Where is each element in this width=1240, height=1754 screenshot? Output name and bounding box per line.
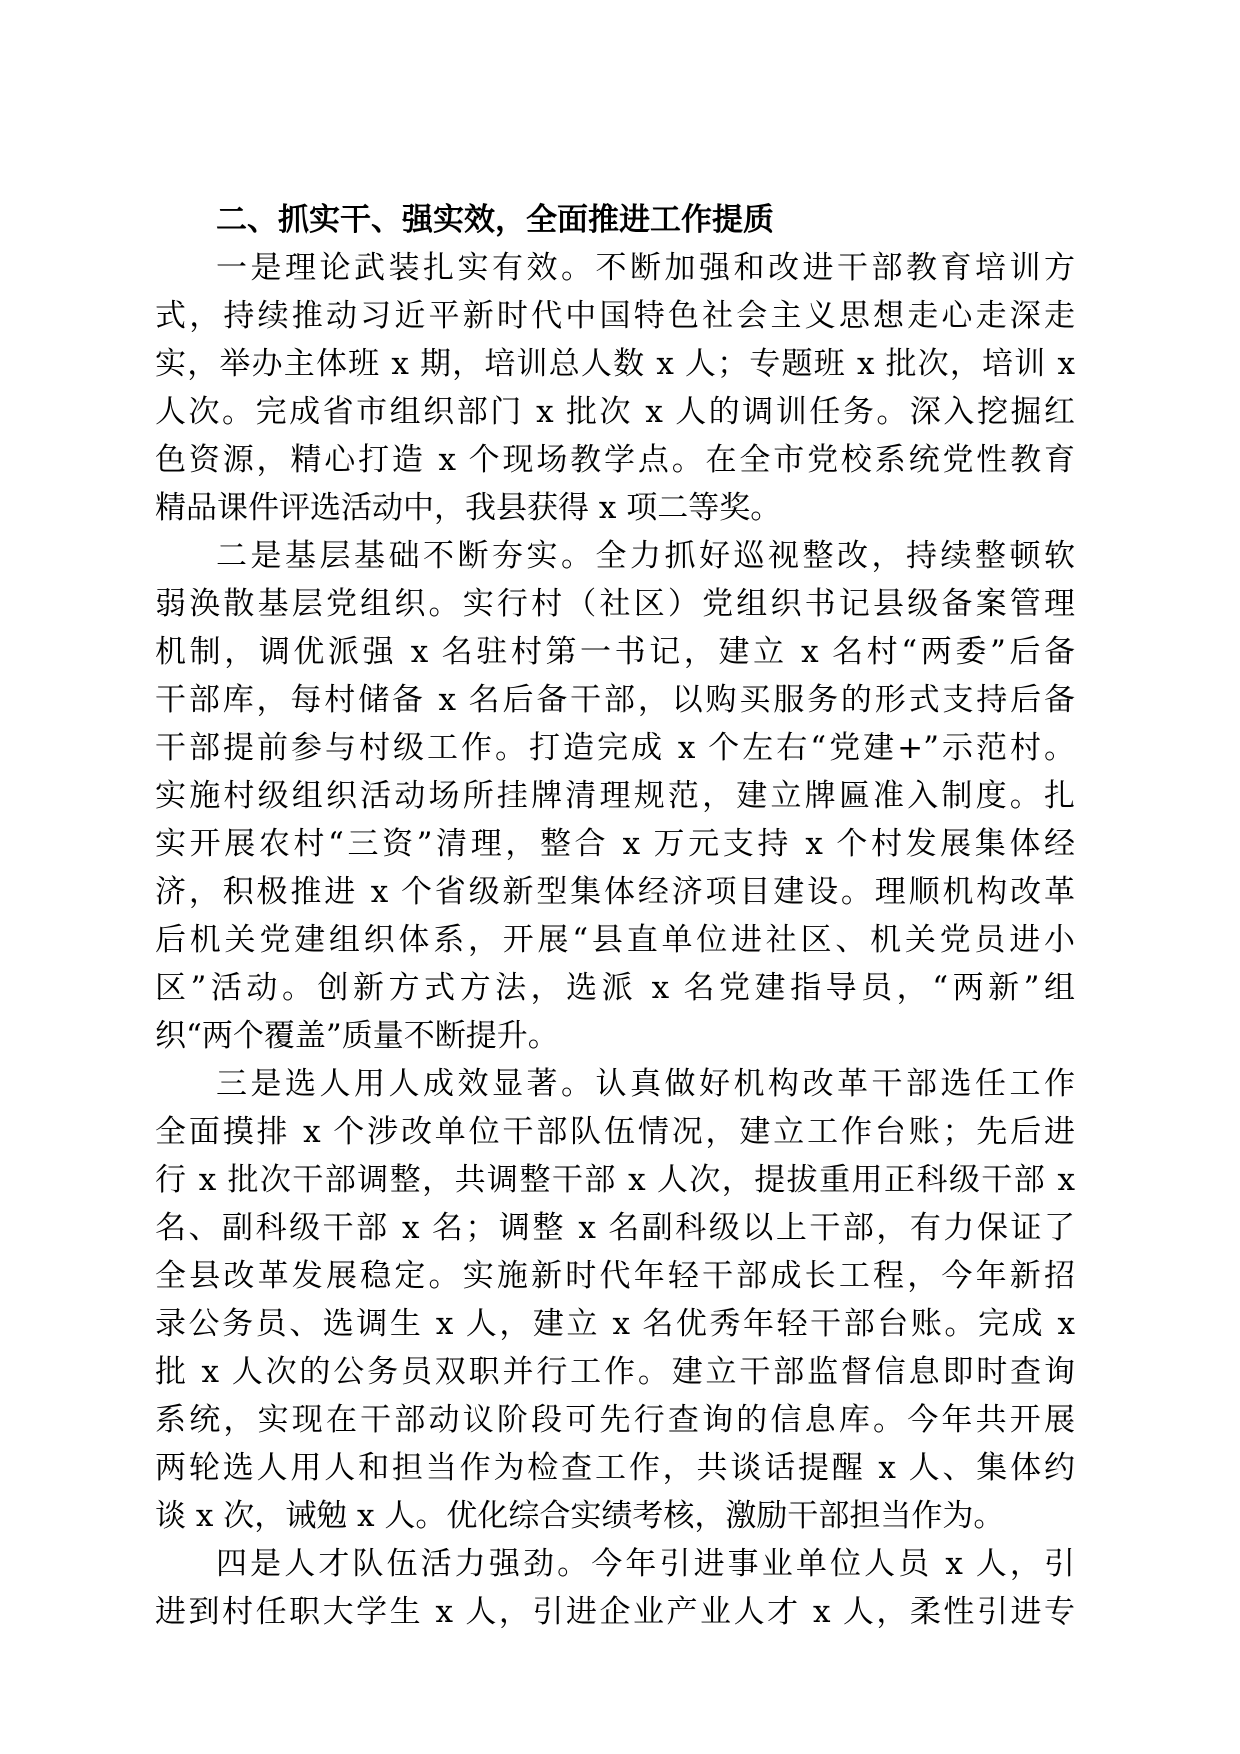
paragraph-line: 两轮选人用人和担当作为检查工作，共谈话提醒 x 人、集体约 — [155, 1450, 1075, 1486]
paragraph-line: 精品课件评选活动中，我县获得 x 项二等奖。 — [155, 490, 782, 526]
paragraph-line: 区”活动。创新方式方法，选派 x 名党建指导员，“两新”组 — [155, 970, 1075, 1006]
paragraph-line: 录公务员、选调生 x 人，建立 x 名优秀年轻干部台账。完成 x — [155, 1306, 1075, 1342]
paragraph-line: 一是理论武装扎实有效。不断加强和改进干部教育培训方 — [216, 250, 1075, 286]
paragraph-line: 实施村级组织活动场所挂牌清理规范，建立牌匾准入制度。扎 — [155, 778, 1075, 814]
paragraph-line: 实开展农村“三资”清理，整合 x 万元支持 x 个村发展集体经 — [155, 826, 1075, 862]
paragraph-line: 人次。完成省市组织部门 x 批次 x 人的调训任务。深入挖掘红 — [155, 394, 1075, 430]
paragraph-line: 谈 x 次，诫勉 x 人。优化综合实绩考核，激励干部担当作为。 — [155, 1498, 1005, 1534]
paragraph-line: 机制，调优派强 x 名驻村第一书记，建立 x 名村“两委”后备 — [155, 634, 1075, 670]
paragraph-line: 干部库，每村储备 x 名后备干部，以购买服务的形式支持后备 — [155, 682, 1075, 718]
paragraph-line: 色资源，精心打造 x 个现场教学点。在全市党校系统党性教育 — [155, 442, 1075, 478]
paragraph-line: 进到村任职大学生 x 人，引进企业产业人才 x 人，柔性引进专 — [155, 1594, 1075, 1630]
paragraph-line: 式，持续推动习近平新时代中国特色社会主义思想走心走深走 — [155, 298, 1075, 334]
section-heading: 二、抓实干、强实效，全面推进工作提质 — [216, 202, 774, 238]
paragraph-line: 三是选人用人成效显著。认真做好机构改革干部选任工作 — [216, 1066, 1075, 1102]
paragraph-line: 织“两个覆盖”质量不断提升。 — [155, 1018, 559, 1054]
paragraph-line: 行 x 批次干部调整，共调整干部 x 人次，提拔重用正科级干部 x — [155, 1162, 1075, 1198]
paragraph-line: 全县改革发展稳定。实施新时代年轻干部成长工程，今年新招 — [155, 1258, 1075, 1294]
paragraph-line: 系统，实现在干部动议阶段可先行查询的信息库。今年共开展 — [155, 1402, 1075, 1438]
paragraph-line: 弱涣散基层党组织。实行村（社区）党组织书记县级备案管理 — [155, 586, 1075, 622]
paragraph-line: 全面摸排 x 个涉改单位干部队伍情况，建立工作台账；先后进 — [155, 1114, 1075, 1150]
paragraph-line: 后机关党建组织体系，开展“县直单位进社区、机关党员进小 — [155, 922, 1075, 958]
paragraph-line: 二是基层基础不断夯实。全力抓好巡视整改，持续整顿软 — [216, 538, 1075, 574]
paragraph-line: 批 x 人次的公务员双职并行工作。建立干部监督信息即时查询 — [155, 1354, 1075, 1390]
paragraph-line: 四是人才队伍活力强劲。今年引进事业单位人员 x 人，引 — [216, 1546, 1075, 1582]
paragraph-line: 名、副科级干部 x 名；调整 x 名副科级以上干部，有力保证了 — [155, 1210, 1075, 1246]
paragraph-line: 实，举办主体班 x 期，培训总人数 x 人；专题班 x 批次，培训 x — [155, 346, 1075, 382]
paragraph-line: 干部提前参与村级工作。打造完成 x 个左右“党建+”示范村。 — [155, 730, 1075, 766]
paragraph-line: 济，积极推进 x 个省级新型集体经济项目建设。理顺机构改革 — [155, 874, 1075, 910]
